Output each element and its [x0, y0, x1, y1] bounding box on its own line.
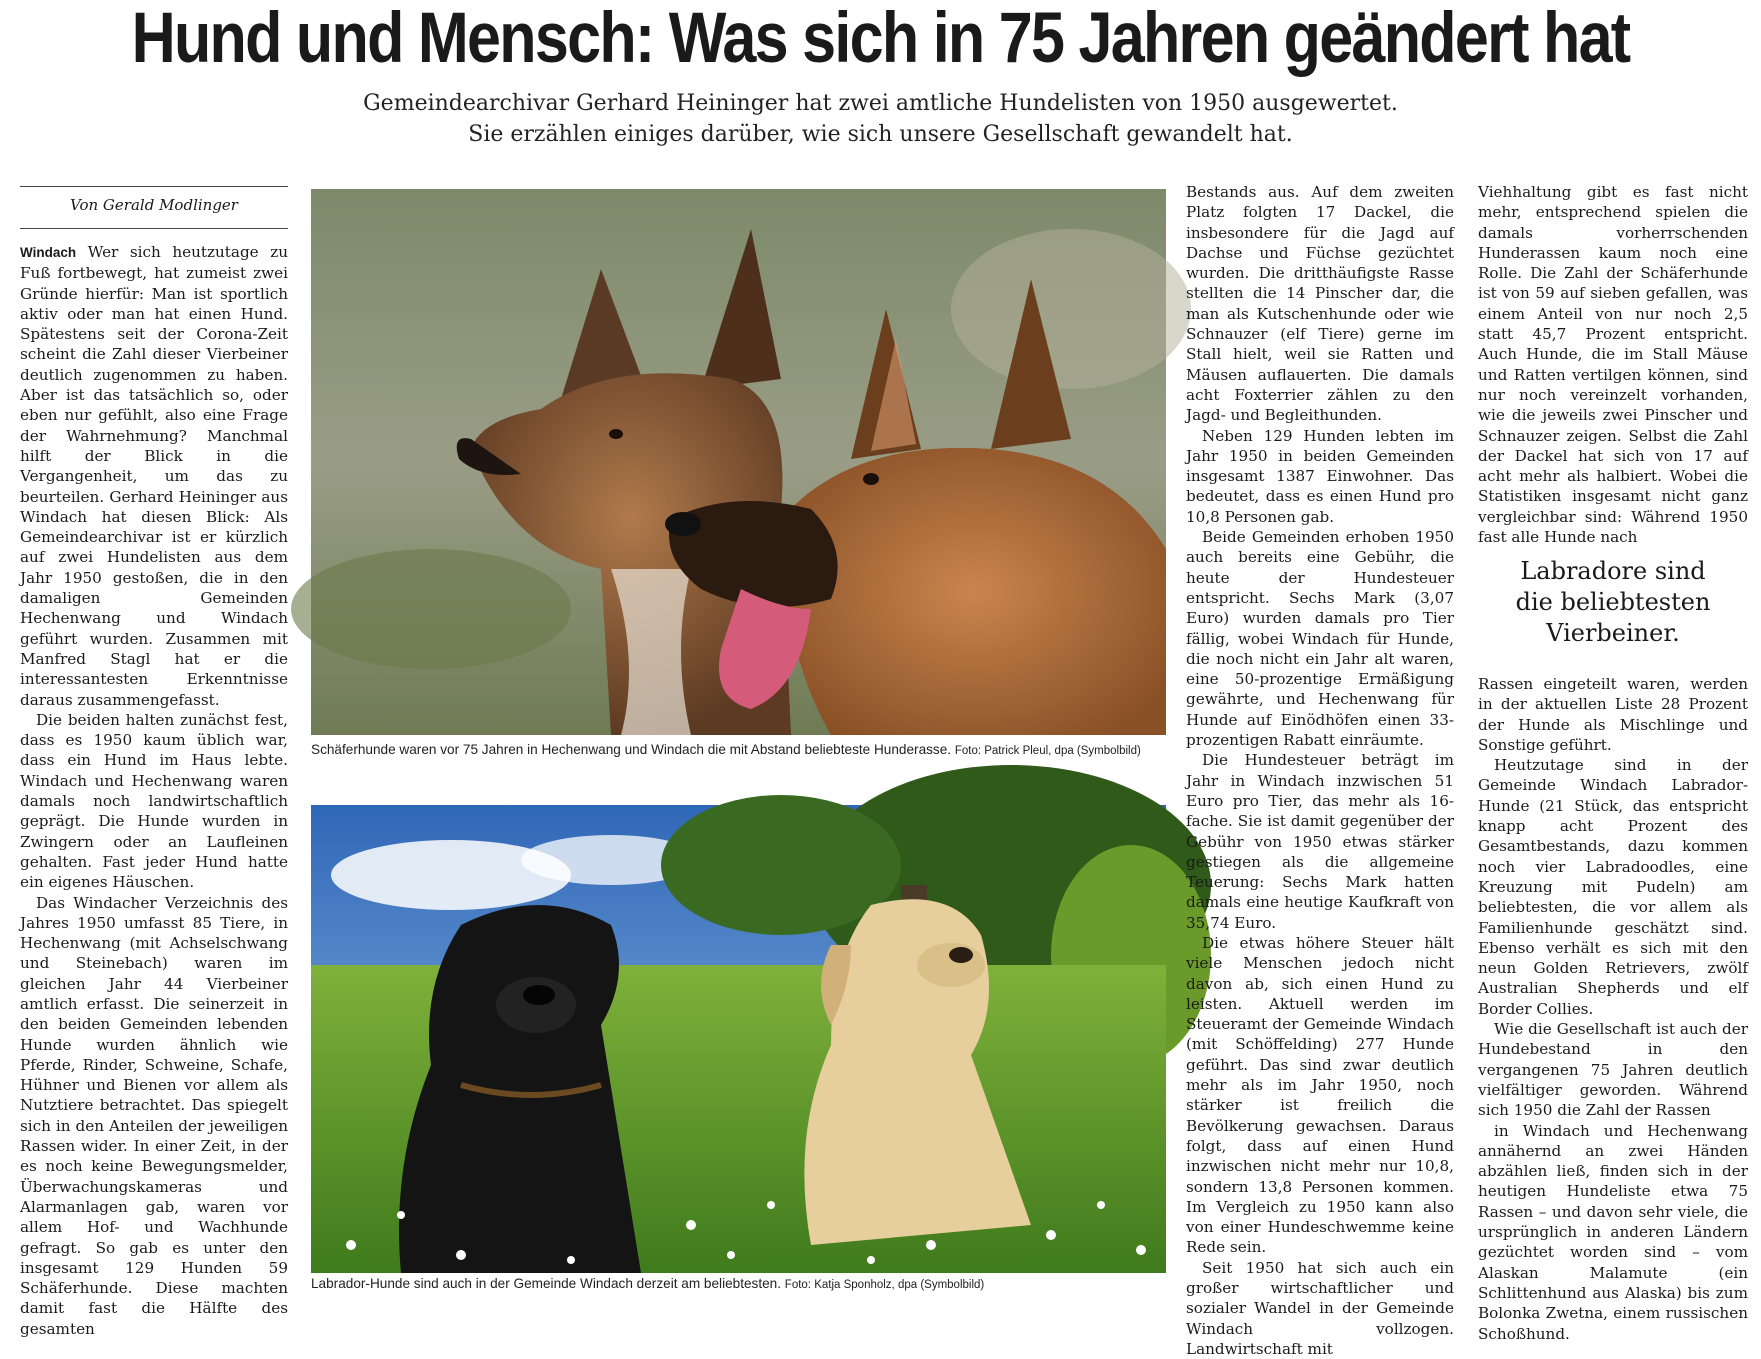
pull-quote — [1478, 556, 1748, 649]
byline-rule-bottom — [20, 228, 288, 229]
paragraph — [20, 242, 288, 710]
subheadline-line-2: Sie erzählen einiges darüber, wie sich unsere Gesellschaft gewandelt hat. — [468, 122, 1293, 147]
byline-rule-top — [20, 186, 288, 187]
pull-quote-line-1: Labradore sind — [1520, 557, 1706, 585]
byline: Von Gerald Modlinger — [70, 196, 238, 214]
paragraph: Neben 129 Hunden lebten im Jahr 1950 in beiden Gemeinden insgesamt 1387 Einwohner. Das bedeutet, dass es einen Hund pro 10,8 Personen gab. — [1186, 426, 1454, 526]
paragraph: Seit 1950 hat sich auch ein großer wirtschaftlicher und sozialer Wandel in der Gemeinde Windach vollzogen. Landwirtschaft mit — [1186, 1258, 1454, 1358]
paragraph: Wie die Gesellschaft ist auch der Hundebestand in den vergangenen 75 Jahren deutlich vielfältiger geworden. Während sich 1950 die Zahl der Rassen — [1478, 1020, 1748, 1120]
article-column-4-top — [1478, 182, 1748, 547]
pull-quote-line-2: die beliebtesten — [1515, 588, 1711, 616]
paragraph: Die beiden halten zunächst fest, dass es 1950 kaum üblich war, dass ein Hund im Haus lebte. Windach und Hechenwang waren damals noch landwirtschaftlich geprägt. Die Hunde wurden in Zwingern oder an Laufleinen gehalten. Fast jeder Hund hatte ein eigenes Häuschen. — [20, 710, 288, 892]
pull-quote-line-3: Vierbeiner. — [1546, 619, 1680, 647]
shepherd-dogs-image — [311, 189, 1166, 735]
paragraph: Das Windacher Verzeichnis des Jahres 1950 umfasst 85 Tiere, in Hechenwang (mit Achselschwang und Steinebach) waren im gleichen Jahr 44 Vierbeiner amtlich erfasst. Die seinerzeit in den beiden Gemeinden lebenden Hunde wurden ähnlich wie Pferde, Rinder, Schweine, Schafe, Hühner und Bienen vor allem als Nutztiere betrachtet. Das spiegelt sich in den Anteilen der jeweiligen Rassen wider. In einer Zeit, in der es noch keine Bewegungsmelder, Überwachungskameras und Alarmanlagen gab, waren vor allem Hof- und Wachhunde gefragt. So gab es unter den insgesamt 129 Hunden 59 Schäferhunde. Diese machten damit fast die Hälfte des gesamten — [20, 893, 288, 1338]
photo-credit: Foto: Patrick Pleul, dpa (Symbolbild) — [954, 745, 1141, 757]
article-column-4-bottom — [1478, 674, 1748, 1344]
paragraph-text: Wer sich heutzutage zu Fuß fortbewegt, hat zumeist zwei Gründe hierfür: Man ist sportlich aktiv oder man hat einen Hund. Spätestens seit der Corona-Zeit scheint die Zahl dieser Vierbeiner deutlich zugenommen zu haben. Aber ist das tatsächlich so, oder eben nur gefühlt, also eine Frage der Wahrnehmung? Manchmal hilft der Blick in die Vergangenheit, um das zu beurteilen. Gerhard Heininger aus Windach hat diesen Blick: Als Gemeindearchivar ist er kürzlich auf zwei Hundelisten aus dem Jahr 1950 gestoßen, die in den damaligen Gemeinden Hechenwang und Windach geführt wurden. Zusammen mit Manfred Stagl hat er die interessantesten Erkenntnisse daraus zusammengefasst. — [20, 243, 288, 709]
labrador-dogs-image — [311, 805, 1166, 1273]
paragraph: Beide Gemeinden erhoben 1950 auch bereits eine Gebühr, die heute der Hundesteuer entspricht. Sechs Mark (3,07 Euro) wurden damals pro Tier fällig, wobei Windach für Hunde, die noch nicht ein Jahr alt waren, eine 50-prozentige Ermäßigung gewährte, und Hechenwang für Hunde auf Einödhöfen einen 33-prozentigen Rabatt einräumte. — [1186, 528, 1454, 750]
photo-shepherd-dogs — [311, 189, 1166, 735]
dateline: Windach — [20, 245, 77, 260]
photo-caption-2 — [311, 1274, 1171, 1295]
subheadline-line-1: Gemeindearchivar Gerhard Heininger hat zwei amtliche Hundelisten von 1950 ausgewertet. — [363, 91, 1398, 116]
paragraph: Rassen eingeteilt waren, werden in der aktuellen Liste 28 Prozent der Hunde als Mischlinge und Sonstige geführt. — [1478, 675, 1748, 754]
caption-text: Schäferhunde waren vor 75 Jahren in Hechenwang und Windach die mit Abstand beliebteste Hunderasse. — [311, 742, 952, 757]
photo-credit: Foto: Katja Sponholz, dpa (Symbolbild) — [784, 1279, 985, 1291]
paragraph: Heutzutage sind in der Gemeinde Windach Labrador-Hunde (21 Stück, das entspricht knapp acht Prozent des Gesamtbestands, dazu kommen noch vier Labradoodles, eine Kreuzung mit Pudeln) am beliebtesten, die vor allem als Familienhunde geschätzt sind. Ebenso verhält es sich mit den neun Golden Retrievers, zwölf Australian Shepherds und elf Border Collies. — [1478, 756, 1748, 1018]
paragraph: Die Hundesteuer beträgt im Jahr in Windach inzwischen 51 Euro pro Tier, das mehr als 16-fache. Sie ist damit gegenüber der Gebühr von 1950 etwas stärker gestiegen als die allgemeine Teuerung: Sechs Mark hatten damals eine heutige Kaufkraft von 35,74 Euro. — [1186, 751, 1454, 932]
caption-text: Labrador-Hunde sind auch in der Gemeinde Windach derzeit am beliebtesten. — [311, 1276, 782, 1291]
article-column-1 — [20, 242, 288, 1339]
photo-labrador-dogs — [311, 805, 1166, 1273]
photo-caption-1 — [311, 740, 1171, 761]
paragraph: in Windach und Hechenwang annähernd an zwei Händen abzählen ließ, finden sich in der heutigen Hundeliste etwa 75 Rassen – und davon sehr viele, die ursprünglich in anderen Ländern gezüchtet worden sind – vom Alaskan Malamute (ein Schlittenhund aus Alaska) bis zum Bolonka Zwetna, einem russischen Schoßhund. — [1478, 1121, 1748, 1343]
article-column-3 — [1186, 182, 1454, 1359]
paragraph: Viehhaltung gibt es fast nicht mehr, entsprechend spielen die damals vorherrschenden Hunderassen kaum noch eine Rolle. Die Zahl der Schäferhunde ist von 59 auf sieben gefallen, was einem Anteil von nur noch 2,5 statt 45,7 Prozent entspricht. Auch Hunde, die im Stall Mäuse und Ratten vertilgen können, sind nur noch vereinzelt vorhanden, wie die jeweils zwei Pinscher und Schnauzer zeigen. Selbst die Zahl der Dackel hat sich von 17 auf acht mehr als halbiert. Wobei die Statistiken insgesamt nicht ganz vergleichbar sind: Während 1950 fast alle Hunde nach — [1478, 183, 1748, 547]
paragraph: Bestands aus. Auf dem zweiten Platz folgten 17 Dackel, die insbesondere für die Jagd auf Dachse und Füchse gezüchtet wurden. Die dritthäufigste Rasse stellten die 14 Pinscher dar, die man als Kutschenhunde oder wie Schnauzer (elf Tiere) gerne im Stall hielt, weil sie Ratten und Mäusen auflauerten. Die damals acht Foxterrier zählen zu den Jagd- und Begleithunden. — [1186, 183, 1454, 425]
headline: Hund und Mensch: Was sich in 75 Jahren geändert hat — [131, 0, 1630, 78]
subheadline — [0, 88, 1761, 150]
paragraph: Die etwas höhere Steuer hält viele Menschen jedoch nicht davon ab, sich einen Hund zu leisten. Aktuell werden im Steueramt der Gemeinde Windach (mit Schöffelding) 277 Hunde geführt. Das sind zwar deutlich mehr als im Jahr 1950, noch stärker ist freilich die Bevölkerung gewachsen. Daraus folgt, dass auf einen Hund inzwischen nicht mehr nur 10,8, sondern 13,8 Personen kommen. Im Vergleich zu 1950 kann also von einer Hundeschwemme keine Rede sein. — [1186, 933, 1454, 1257]
